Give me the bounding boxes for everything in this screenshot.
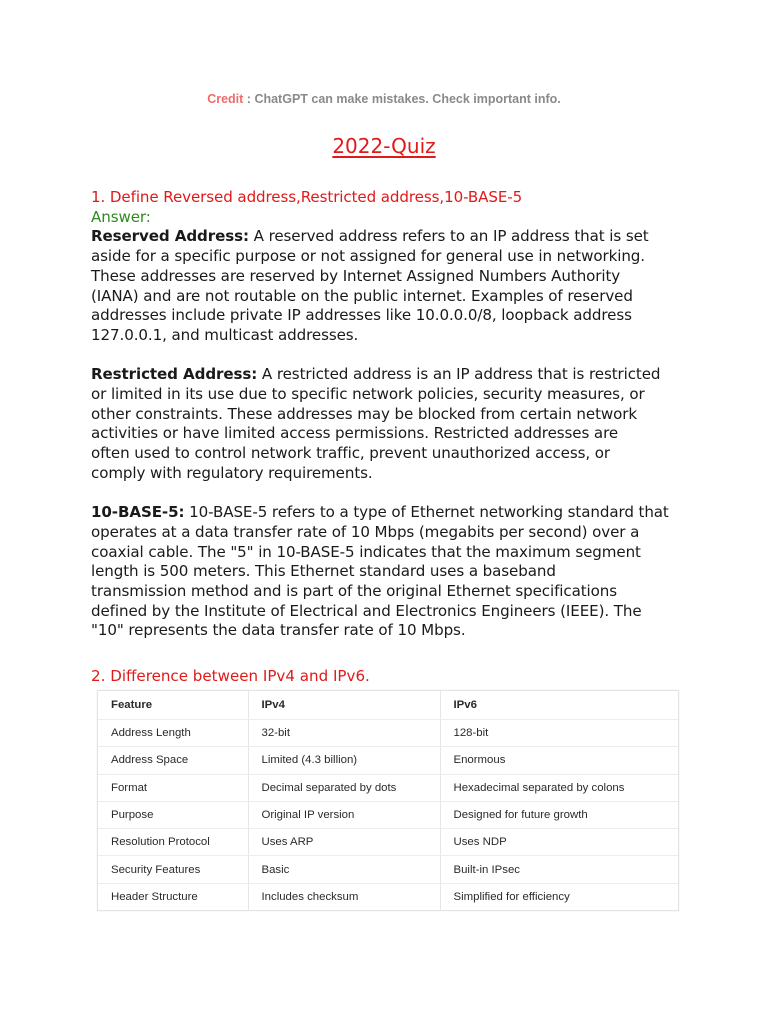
ten-base-five-paragraph bbox=[91, 503, 691, 641]
table-cell: Security Features bbox=[98, 856, 248, 883]
table-cell: Format bbox=[98, 774, 248, 801]
table-row bbox=[98, 856, 678, 883]
base5-line: 10-BASE-5 refers to a type of Ethernet networking standard that bbox=[189, 503, 669, 522]
table-cell: 128-bit bbox=[440, 720, 678, 747]
table-row bbox=[98, 883, 678, 910]
table-cell: Address Length bbox=[98, 720, 248, 747]
credit-notice bbox=[0, 92, 768, 106]
question-1-heading: 1. Define Reversed address,Restricted address,10-BASE-5 bbox=[91, 188, 523, 206]
reserved-address-paragraph bbox=[91, 227, 691, 345]
column-header: IPv4 bbox=[248, 691, 440, 720]
credit-separator: : bbox=[243, 92, 255, 106]
table-row bbox=[98, 774, 678, 801]
credit-text: ChatGPT can make mistakes. Check important info. bbox=[254, 92, 561, 106]
restricted-line: often used to control network traffic, prevent unauthorized access, or bbox=[91, 444, 610, 463]
table-cell: Enormous bbox=[440, 747, 678, 774]
table-cell: Includes checksum bbox=[248, 883, 440, 910]
table-cell: Decimal separated by dots bbox=[248, 774, 440, 801]
ipv4-ipv6-comparison-table bbox=[97, 690, 679, 911]
base5-line: "10" represents the data transfer rate of 10 Mbps. bbox=[91, 621, 466, 640]
restricted-address-paragraph bbox=[91, 365, 691, 483]
table-cell: Header Structure bbox=[98, 883, 248, 910]
reserved-line: 127.0.0.1, and multicast addresses. bbox=[91, 325, 359, 344]
table-row bbox=[98, 720, 678, 747]
table-cell: 32-bit bbox=[248, 720, 440, 747]
table-row bbox=[98, 801, 678, 828]
credit-label: Credit bbox=[207, 92, 244, 106]
table-row bbox=[98, 829, 678, 856]
restricted-line: activities or have limited access permissions. Restricted addresses are bbox=[91, 424, 619, 443]
restricted-line: comply with regulatory requirements. bbox=[91, 463, 373, 482]
table-row bbox=[98, 747, 678, 774]
table-cell: Basic bbox=[248, 856, 440, 883]
question-2-heading: 2. Difference between IPv4 and IPv6. bbox=[91, 667, 370, 685]
column-header: Feature bbox=[98, 691, 248, 720]
table-cell: Built-in IPsec bbox=[440, 856, 678, 883]
base5-line: operates at a data transfer rate of 10 Mbps (megabits per second) over a bbox=[91, 522, 640, 541]
table-cell: Simplified for efficiency bbox=[453, 890, 570, 903]
table-cell: Address Space bbox=[98, 747, 248, 774]
table-cell: Designed for future growth bbox=[440, 801, 678, 828]
table-cell: Hexadecimal separated by colons bbox=[440, 774, 678, 801]
answer-label: Answer: bbox=[91, 207, 151, 226]
question-1-section bbox=[91, 188, 691, 641]
reserved-line: (IANA) and are not routable on the public internet. Examples of reserved bbox=[91, 286, 633, 305]
reserved-line: addresses include private IP addresses like 10.0.0.0/8, loopback address bbox=[91, 306, 632, 325]
table-cell: Limited (4.3 billion) bbox=[248, 747, 440, 774]
base5-line: length is 500 meters. This Ethernet standard uses a baseband bbox=[91, 562, 556, 581]
base5-line: defined by the Institute of Electrical and Electronics Engineers (IEEE). The bbox=[91, 601, 642, 620]
restricted-line: A restricted address is an IP address that is restricted bbox=[261, 365, 661, 384]
reserved-line: aside for a specific purpose or not assigned for general use in networking. bbox=[91, 247, 645, 266]
table-cell: Uses ARP bbox=[248, 829, 440, 856]
table-cell: Original IP version bbox=[248, 801, 440, 828]
page-title: 2022-Quiz bbox=[332, 134, 436, 158]
column-header: IPv6 bbox=[440, 691, 678, 720]
table-header-row bbox=[98, 691, 678, 720]
table-cell: Resolution Protocol bbox=[98, 829, 248, 856]
table-cell: Uses NDP bbox=[440, 829, 678, 856]
ten-base-five-term: 10-BASE-5: bbox=[91, 503, 185, 522]
restricted-line: or limited in its use due to specific network policies, security measures, or bbox=[91, 385, 645, 404]
reserved-address-term: Reserved Address: bbox=[91, 227, 249, 246]
restricted-line: other constraints. These addresses may be blocked from certain network bbox=[91, 404, 638, 423]
reserved-line: A reserved address refers to an IP address that is set bbox=[253, 227, 649, 246]
restricted-address-term: Restricted Address: bbox=[91, 365, 258, 384]
base5-line: transmission method and is part of the original Ethernet specifications bbox=[91, 582, 618, 601]
reserved-line: These addresses are reserved by Internet Assigned Numbers Authority bbox=[91, 266, 621, 285]
base5-line: coaxial cable. The "5" in 10-BASE-5 indicates that the maximum segment bbox=[91, 542, 641, 561]
table-cell: Purpose bbox=[98, 801, 248, 828]
